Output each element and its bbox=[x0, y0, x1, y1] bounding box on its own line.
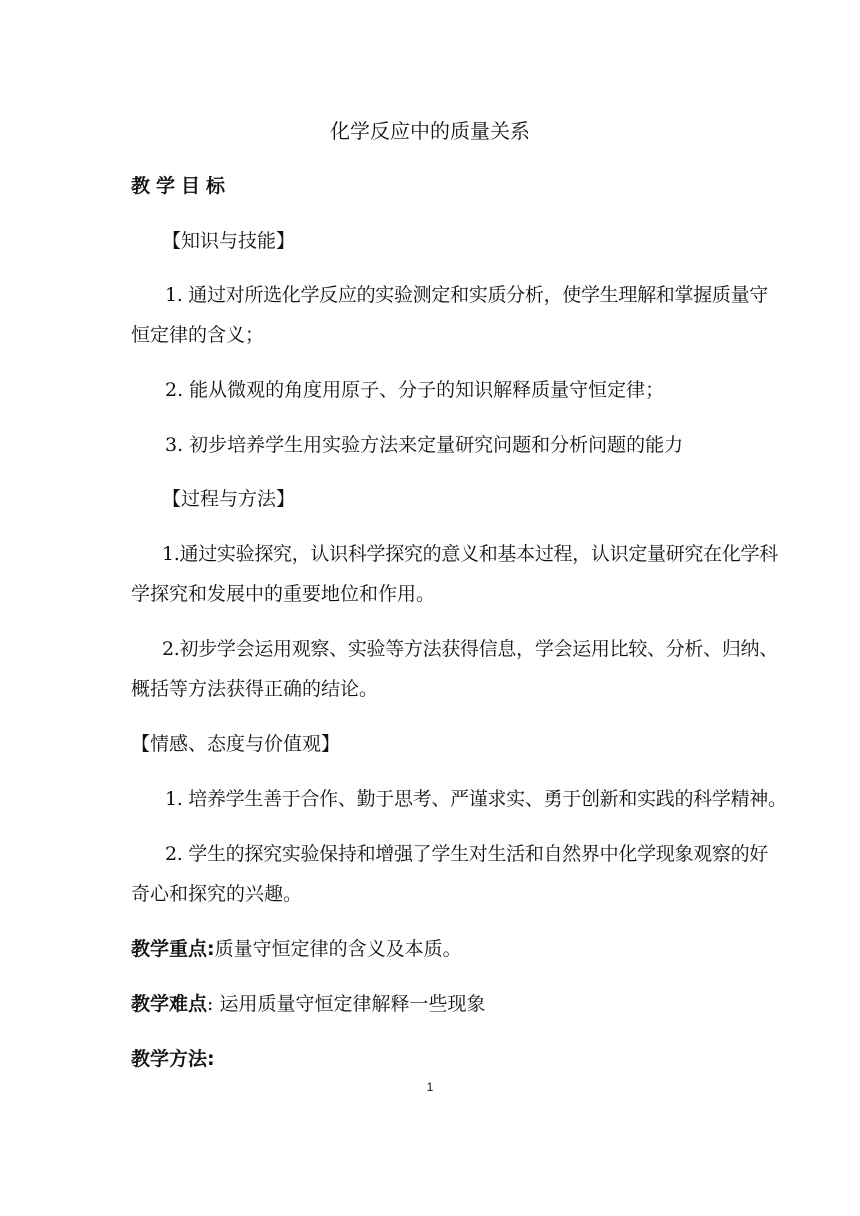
knowledge-item-3: 3. 初步培养学生用实验方法来定量研究问题和分析问题的能力 bbox=[165, 434, 684, 456]
knowledge-item-2: 2. 能从微观的角度用原子、分子的知识解释质量守恒定律； bbox=[165, 379, 665, 401]
process-item-1-line-2: 学探究和发展中的重要地位和作用。 bbox=[131, 583, 436, 605]
process-heading: 【过程与方法】 bbox=[162, 488, 296, 510]
page-number: 1 bbox=[426, 1080, 434, 1094]
document-title: 化学反应中的质量关系 bbox=[330, 119, 530, 143]
focus-text: 质量守恒定律的含义及本质。 bbox=[214, 938, 462, 960]
focus-row bbox=[131, 938, 462, 960]
process-item-2-line-2: 概括等方法获得正确的结论。 bbox=[131, 678, 379, 700]
difficulty-row bbox=[131, 993, 485, 1015]
method-label: 教学方法: bbox=[131, 1048, 215, 1070]
emotion-item-1: 1. 培养学生善于合作、勤于思考、严谨求实、勇于创新和实践的科学精神。 bbox=[165, 788, 787, 810]
knowledge-item-1-line-2: 恒定律的含义； bbox=[131, 324, 265, 346]
goals-heading: 教学目标 bbox=[131, 175, 232, 197]
knowledge-item-1-line-1: 1. 通过对所选化学反应的实验测定和实质分析，使学生理解和掌握质量守 bbox=[165, 284, 768, 306]
difficulty-text: : 运用质量守恒定律解释一些现象 bbox=[207, 993, 486, 1015]
process-item-2-line-1: 2.初步学会运用观察、实验等方法获得信息，学会运用比较、分析、归纳、 bbox=[162, 638, 778, 660]
process-item-1-line-1: 1.通过实验探究，认识科学探究的意义和基本过程，认识定量研究在化学科 bbox=[162, 543, 778, 565]
method-row bbox=[131, 1048, 215, 1070]
emotion-item-2-line-1: 2. 学生的探究实验保持和增强了学生对生活和自然界中化学现象观察的好 bbox=[165, 843, 768, 865]
emotion-heading: 【情感、态度与价值观】 bbox=[131, 733, 341, 755]
focus-label: 教学重点: bbox=[131, 938, 215, 960]
difficulty-label: 教学难点 bbox=[131, 993, 208, 1015]
knowledge-heading: 【知识与技能】 bbox=[162, 230, 296, 252]
emotion-item-2-line-2: 奇心和探究的兴趣。 bbox=[131, 883, 303, 905]
